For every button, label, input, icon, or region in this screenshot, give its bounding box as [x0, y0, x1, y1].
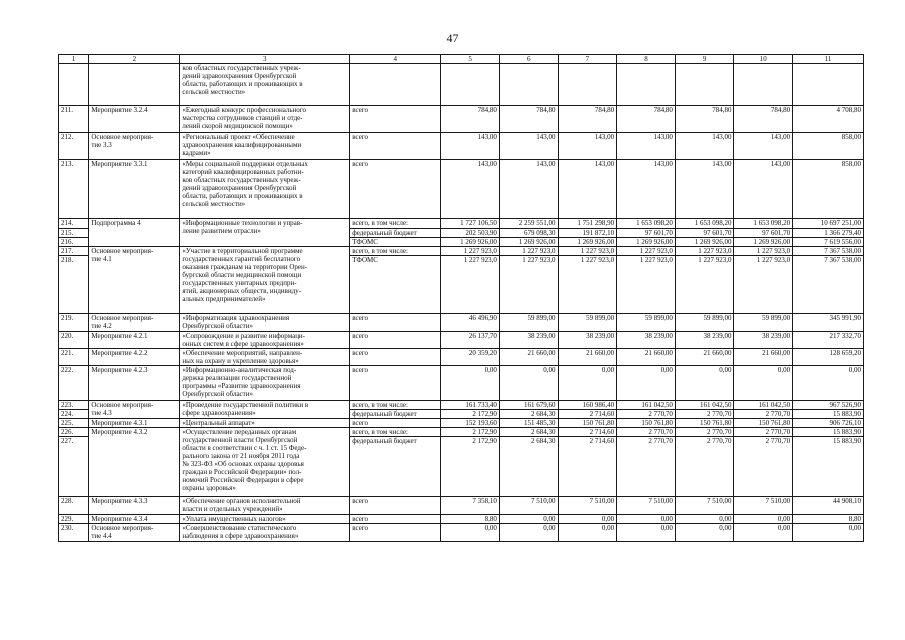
amount-cell	[441, 64, 500, 106]
amount-cell: 2 172,90	[441, 428, 500, 437]
amount-cell: 1 227 923,0	[558, 256, 617, 314]
funding-source-cell: всего	[350, 515, 441, 524]
section-code-cell: Подпрограмма 4	[89, 219, 180, 247]
funding-source-cell: всего	[350, 524, 441, 542]
amount-cell: 143,00	[499, 133, 558, 160]
row-number-cell: 229.	[59, 515, 89, 524]
table-row	[59, 497, 864, 515]
amount-cell: 1 227 923,0	[734, 247, 793, 256]
amount-cell: 0,00	[558, 515, 617, 524]
activity-name-cell: «Участие в территориальной программе государственных гарантий бесплатного оказания гражданам на территории Орен- бургской области медицинской помощи государственных унитарных предпри- ятий, акционерных обществ, индивиду- альных предпринимателей»	[180, 247, 350, 314]
funding-source-cell: федеральный бюджет	[350, 410, 441, 419]
amount-cell: 59 899,00	[617, 314, 676, 332]
table-row	[59, 366, 864, 401]
total-cell: 858,00	[793, 160, 864, 219]
funding-source-cell: федеральный бюджет	[350, 229, 441, 238]
total-cell: 44 908,10	[793, 497, 864, 515]
amount-cell: 143,00	[617, 133, 676, 160]
row-number-cell: 212.	[59, 133, 89, 160]
amount-cell: 150 761,80	[558, 419, 617, 428]
amount-cell: 38 239,00	[675, 332, 734, 349]
column-header: 2	[89, 55, 180, 64]
table-row	[59, 349, 864, 366]
row-number-cell: 223.	[59, 401, 89, 410]
amount-cell: 143,00	[675, 133, 734, 160]
total-cell: 906 726,10	[793, 419, 864, 428]
amount-cell: 59 899,00	[734, 314, 793, 332]
amount-cell: 59 899,00	[675, 314, 734, 332]
column-number-row	[59, 55, 864, 64]
amount-cell: 150 761,80	[675, 419, 734, 428]
activity-name-cell: «Центральный аппарат»	[180, 419, 350, 428]
funding-source-cell: всего	[350, 497, 441, 515]
amount-cell: 2 172,90	[441, 410, 500, 419]
total-cell: 7 367 538,00	[793, 247, 864, 256]
amount-cell: 151 485,30	[499, 419, 558, 428]
row-number-cell: 225.	[59, 419, 89, 428]
amount-cell: 784,80	[617, 106, 676, 133]
amount-cell: 0,00	[675, 366, 734, 401]
amount-cell	[675, 64, 734, 106]
amount-cell: 679 098,30	[499, 229, 558, 238]
activity-name-cell: «Осуществление переданных органам государственной власти Оренбургской области в соответствии с ч. 1 ст. 15 Феде- рального закона от 21 ноября 2011 года № 323-ФЗ «Об основах охраны здоровья граждан в Российской Федерации» пол- номочий Российской Федерации в сфере охраны здоровья»	[180, 428, 350, 497]
amount-cell	[499, 64, 558, 106]
amount-cell: 784,80	[734, 106, 793, 133]
amount-cell: 2 770,70	[617, 410, 676, 419]
amount-cell: 1 653 098,20	[675, 219, 734, 229]
amount-cell: 143,00	[558, 133, 617, 160]
funding-source-cell: всего, в том числе:	[350, 401, 441, 410]
column-header: 7	[558, 55, 617, 64]
total-cell: 0,00	[793, 524, 864, 542]
row-number-cell: 230.	[59, 524, 89, 542]
amount-cell: 143,00	[558, 160, 617, 219]
table-row	[59, 219, 864, 229]
amount-cell: 38 239,00	[734, 332, 793, 349]
activity-name-cell: «Совершенствование статистического наблюдения в сфере здравоохранения»	[180, 524, 350, 542]
total-cell: 0,00	[793, 366, 864, 401]
amount-cell: 784,80	[558, 106, 617, 133]
total-cell: 10 697 251,00	[793, 219, 864, 229]
row-number-cell: 220.	[59, 332, 89, 349]
amount-cell: 0,00	[734, 524, 793, 542]
activity-name-cell: «Проведение государственной политики в сфере здравоохранения»	[180, 401, 350, 419]
table-row	[59, 314, 864, 332]
total-cell: 1 366 279,40	[793, 229, 864, 238]
amount-cell	[734, 64, 793, 106]
amount-cell: 784,80	[675, 106, 734, 133]
amount-cell: 1 227 923,0	[441, 256, 500, 314]
amount-cell: 7 358,10	[441, 497, 500, 515]
amount-cell: 1 269 926,00	[499, 238, 558, 247]
total-cell: 15 883,90	[793, 410, 864, 419]
activity-name-cell: «Информатизация здравоохранения Оренбургской области»	[180, 314, 350, 332]
section-code-cell: Мероприятие 3.3.1	[89, 160, 180, 219]
amount-cell: 1 269 926,00	[441, 238, 500, 247]
row-number-cell: 217.	[59, 247, 89, 256]
amount-cell: 0,00	[734, 366, 793, 401]
amount-cell: 1 227 923,0	[675, 247, 734, 256]
amount-cell: 0,00	[675, 524, 734, 542]
amount-cell: 21 660,00	[558, 349, 617, 366]
amount-cell: 1 227 923,0	[617, 247, 676, 256]
amount-cell: 97 601,70	[617, 229, 676, 238]
funding-source-cell: всего	[350, 349, 441, 366]
section-code-cell: Мероприятие 3.2.4	[89, 106, 180, 133]
amount-cell: 2 172,90	[441, 437, 500, 497]
amount-cell: 143,00	[734, 133, 793, 160]
amount-cell: 8,80	[441, 515, 500, 524]
amount-cell: 2 770,70	[734, 428, 793, 437]
amount-cell	[558, 64, 617, 106]
amount-cell: 7 510,00	[499, 497, 558, 515]
amount-cell: 161 042,50	[734, 401, 793, 410]
amount-cell: 21 660,00	[734, 349, 793, 366]
amount-cell: 7 510,00	[675, 497, 734, 515]
section-code-cell: Основное мероприя- тие 4.4	[89, 524, 180, 542]
amount-cell: 1 227 923,0	[558, 247, 617, 256]
column-header: 6	[499, 55, 558, 64]
amount-cell: 2 259 551,00	[499, 219, 558, 229]
table-row	[59, 332, 864, 349]
amount-cell	[617, 64, 676, 106]
table-row	[59, 401, 864, 410]
table-row	[59, 160, 864, 219]
amount-cell: 1 227 923,0	[499, 247, 558, 256]
amount-cell: 143,00	[441, 160, 500, 219]
amount-cell: 59 899,00	[558, 314, 617, 332]
amount-cell: 21 660,00	[675, 349, 734, 366]
funding-source-cell: всего, в том числе:	[350, 428, 441, 437]
amount-cell: 150 761,80	[617, 419, 676, 428]
activity-name-cell: «Обеспечение органов исполнительной власти и отдельных учреждений»	[180, 497, 350, 515]
section-code-cell: Мероприятие 4.3.4	[89, 515, 180, 524]
funding-source-cell: всего	[350, 160, 441, 219]
amount-cell: 202 503,90	[441, 229, 500, 238]
activity-name-cell: «Ежегодный конкурс профессионального мастерства сотрудников станций и отде- лений скорой медицинской помощи»	[180, 106, 350, 133]
amount-cell: 7 510,00	[734, 497, 793, 515]
activity-name-cell: «Региональный проект «Обеспечение здравоохранения квалифицированными кадрами»	[180, 133, 350, 160]
amount-cell: 7 510,00	[558, 497, 617, 515]
column-header: 5	[441, 55, 500, 64]
column-header: 9	[675, 55, 734, 64]
activity-name-cell: ков областных государственных учреж- дений здравоохранения Оренбургской области, работающих и проживающих в сельской местности»	[180, 64, 350, 106]
row-number-cell: 227.	[59, 437, 89, 497]
total-cell: 7 367 538,00	[793, 256, 864, 314]
funding-source-cell: всего	[350, 419, 441, 428]
amount-cell: 1 227 923,0	[441, 247, 500, 256]
total-cell: 8,80	[793, 515, 864, 524]
amount-cell: 161 042,50	[675, 401, 734, 410]
amount-cell: 20 359,20	[441, 349, 500, 366]
row-number-cell: 216.	[59, 238, 89, 247]
total-cell: 7 619 556,00	[793, 238, 864, 247]
total-cell: 217 332,70	[793, 332, 864, 349]
funding-source-cell: всего	[350, 314, 441, 332]
amount-cell: 161 679,60	[499, 401, 558, 410]
activity-name-cell: «Меры социальной поддержки отдельных категорий квалифицированных работни- ков областных государственных учреж- дений здравоохранения Оренбургской области, работающих и проживающих в сельской местности»	[180, 160, 350, 219]
amount-cell: 1 227 923,0	[617, 256, 676, 314]
amount-cell: 1 727 106,50	[441, 219, 500, 229]
amount-cell: 0,00	[558, 366, 617, 401]
amount-cell: 2 770,70	[617, 428, 676, 437]
section-code-cell: Мероприятие 4.2.3	[89, 366, 180, 401]
amount-cell: 1 227 923,0	[734, 256, 793, 314]
amount-cell: 161 733,40	[441, 401, 500, 410]
row-number-cell: 213.	[59, 160, 89, 219]
amount-cell: 2 770,70	[675, 410, 734, 419]
funding-source-cell: всего, в том числе:	[350, 219, 441, 229]
amount-cell: 2 770,70	[734, 410, 793, 419]
funding-source-cell: ТФОМС	[350, 256, 441, 314]
table-row	[59, 419, 864, 428]
section-code-cell: Мероприятие 4.3.2	[89, 428, 180, 497]
funding-source-cell: всего	[350, 106, 441, 133]
amount-cell: 0,00	[617, 515, 676, 524]
amount-cell: 21 660,00	[617, 349, 676, 366]
section-code-cell: Мероприятие 4.2.2	[89, 349, 180, 366]
column-header: 11	[793, 55, 864, 64]
amount-cell: 0,00	[441, 524, 500, 542]
section-code-cell: Основное мероприя- тие 4.3	[89, 401, 180, 419]
amount-cell: 160 986,40	[558, 401, 617, 410]
section-code-cell: Мероприятие 4.3.1	[89, 419, 180, 428]
table-row	[59, 106, 864, 133]
funding-source-cell: ТФОМС	[350, 238, 441, 247]
total-cell: 967 526,90	[793, 401, 864, 410]
row-number-cell: 214.	[59, 219, 89, 229]
total-cell: 15 883,90	[793, 428, 864, 437]
column-header: 8	[617, 55, 676, 64]
amount-cell: 2 770,70	[734, 437, 793, 497]
amount-cell: 0,00	[734, 515, 793, 524]
amount-cell: 161 042,50	[617, 401, 676, 410]
column-header: 3	[180, 55, 350, 64]
amount-cell: 1 269 926,00	[617, 238, 676, 247]
table-row	[59, 133, 864, 160]
amount-cell: 1 227 923,0	[499, 256, 558, 314]
total-cell: 15 883,90	[793, 437, 864, 497]
amount-cell: 46 496,90	[441, 314, 500, 332]
funding-source-cell	[350, 64, 441, 106]
section-code-cell: Основное мероприя- тие 4.2	[89, 314, 180, 332]
amount-cell: 38 239,00	[499, 332, 558, 349]
amount-cell: 2 770,70	[675, 428, 734, 437]
amount-cell: 1 269 926,00	[558, 238, 617, 247]
funding-source-cell: всего	[350, 366, 441, 401]
amount-cell: 38 239,00	[558, 332, 617, 349]
amount-cell: 0,00	[617, 524, 676, 542]
amount-cell: 150 761,80	[734, 419, 793, 428]
funding-source-cell: всего	[350, 332, 441, 349]
amount-cell: 143,00	[734, 160, 793, 219]
row-number-cell: 219.	[59, 314, 89, 332]
amount-cell: 26 137,70	[441, 332, 500, 349]
amount-cell: 0,00	[617, 366, 676, 401]
row-number-cell: 226.	[59, 428, 89, 437]
total-cell: 345 991,90	[793, 314, 864, 332]
amount-cell: 191 872,10	[558, 229, 617, 238]
amount-cell: 2 714,60	[558, 428, 617, 437]
amount-cell: 0,00	[675, 515, 734, 524]
table-row	[59, 64, 864, 106]
activity-name-cell: «Информационные технологии и управ- ление развитием отрасли»	[180, 219, 350, 247]
row-number-cell: 222.	[59, 366, 89, 401]
table-row	[59, 515, 864, 524]
amount-cell: 2 684,30	[499, 428, 558, 437]
total-cell: 128 659,20	[793, 349, 864, 366]
column-header: 10	[734, 55, 793, 64]
amount-cell: 143,00	[441, 133, 500, 160]
activity-name-cell: «Сопровождение и развитие информаци- онных систем в сфере здравоохранения»	[180, 332, 350, 349]
amount-cell: 2 714,60	[558, 437, 617, 497]
table-row	[59, 428, 864, 437]
amount-cell: 59 899,00	[499, 314, 558, 332]
amount-cell: 1 269 926,00	[734, 238, 793, 247]
row-number-cell	[59, 64, 89, 106]
amount-cell: 21 660,00	[499, 349, 558, 366]
amount-cell: 97 601,70	[734, 229, 793, 238]
amount-cell: 0,00	[499, 524, 558, 542]
amount-cell: 1 227 923,0	[675, 256, 734, 314]
amount-cell: 784,80	[441, 106, 500, 133]
column-header: 1	[59, 55, 89, 64]
amount-cell: 2 770,70	[617, 437, 676, 497]
amount-cell: 143,00	[675, 160, 734, 219]
amount-cell: 0,00	[499, 366, 558, 401]
total-cell	[793, 64, 864, 106]
column-header: 4	[350, 55, 441, 64]
total-cell: 858,00	[793, 133, 864, 160]
funding-source-cell: всего, в том числе:	[350, 247, 441, 256]
amount-cell: 0,00	[558, 524, 617, 542]
amount-cell: 1 653 098,20	[617, 219, 676, 229]
budget-table	[58, 54, 864, 542]
amount-cell: 2 684,30	[499, 437, 558, 497]
amount-cell: 1 653 098,20	[734, 219, 793, 229]
activity-name-cell: «Информационно-аналитическая под- держка реализации государственной программы «Развитие здравоохранения Оренбургской области»	[180, 366, 350, 401]
total-cell: 4 708,80	[793, 106, 864, 133]
section-code-cell	[89, 64, 180, 106]
section-code-cell: Основное мероприя- тие 4.1	[89, 247, 180, 314]
row-number-cell: 224.	[59, 410, 89, 419]
amount-cell: 1 269 926,00	[675, 238, 734, 247]
amount-cell: 143,00	[617, 160, 676, 219]
amount-cell: 38 239,00	[617, 332, 676, 349]
row-number-cell: 211.	[59, 106, 89, 133]
amount-cell: 2 714,60	[558, 410, 617, 419]
section-code-cell: Основное мероприя- тие 3.3	[89, 133, 180, 160]
row-number-cell: 221.	[59, 349, 89, 366]
amount-cell: 152 193,60	[441, 419, 500, 428]
amount-cell: 1 751 298,90	[558, 219, 617, 229]
row-number-cell: 228.	[59, 497, 89, 515]
page-number: 47	[446, 31, 459, 45]
amount-cell: 2 684,30	[499, 410, 558, 419]
section-code-cell: Мероприятие 4.2.1	[89, 332, 180, 349]
amount-cell: 0,00	[499, 515, 558, 524]
activity-name-cell: «Обеспечение мероприятий, направлен- ных на охрану и укрепление здоровья»	[180, 349, 350, 366]
amount-cell: 2 770,70	[675, 437, 734, 497]
amount-cell: 7 510,00	[617, 497, 676, 515]
row-number-cell: 215.	[59, 229, 89, 238]
amount-cell: 0,00	[441, 366, 500, 401]
activity-name-cell: «Уплата имущественных налогов»	[180, 515, 350, 524]
amount-cell: 143,00	[499, 160, 558, 219]
funding-source-cell: всего	[350, 133, 441, 160]
table-row	[59, 247, 864, 256]
row-number-cell: 218.	[59, 256, 89, 314]
amount-cell: 97 601,70	[675, 229, 734, 238]
section-code-cell: Мероприятие 4.3.3	[89, 497, 180, 515]
funding-source-cell: федеральный бюджет	[350, 437, 441, 497]
amount-cell: 784,80	[499, 106, 558, 133]
table-row	[59, 524, 864, 542]
